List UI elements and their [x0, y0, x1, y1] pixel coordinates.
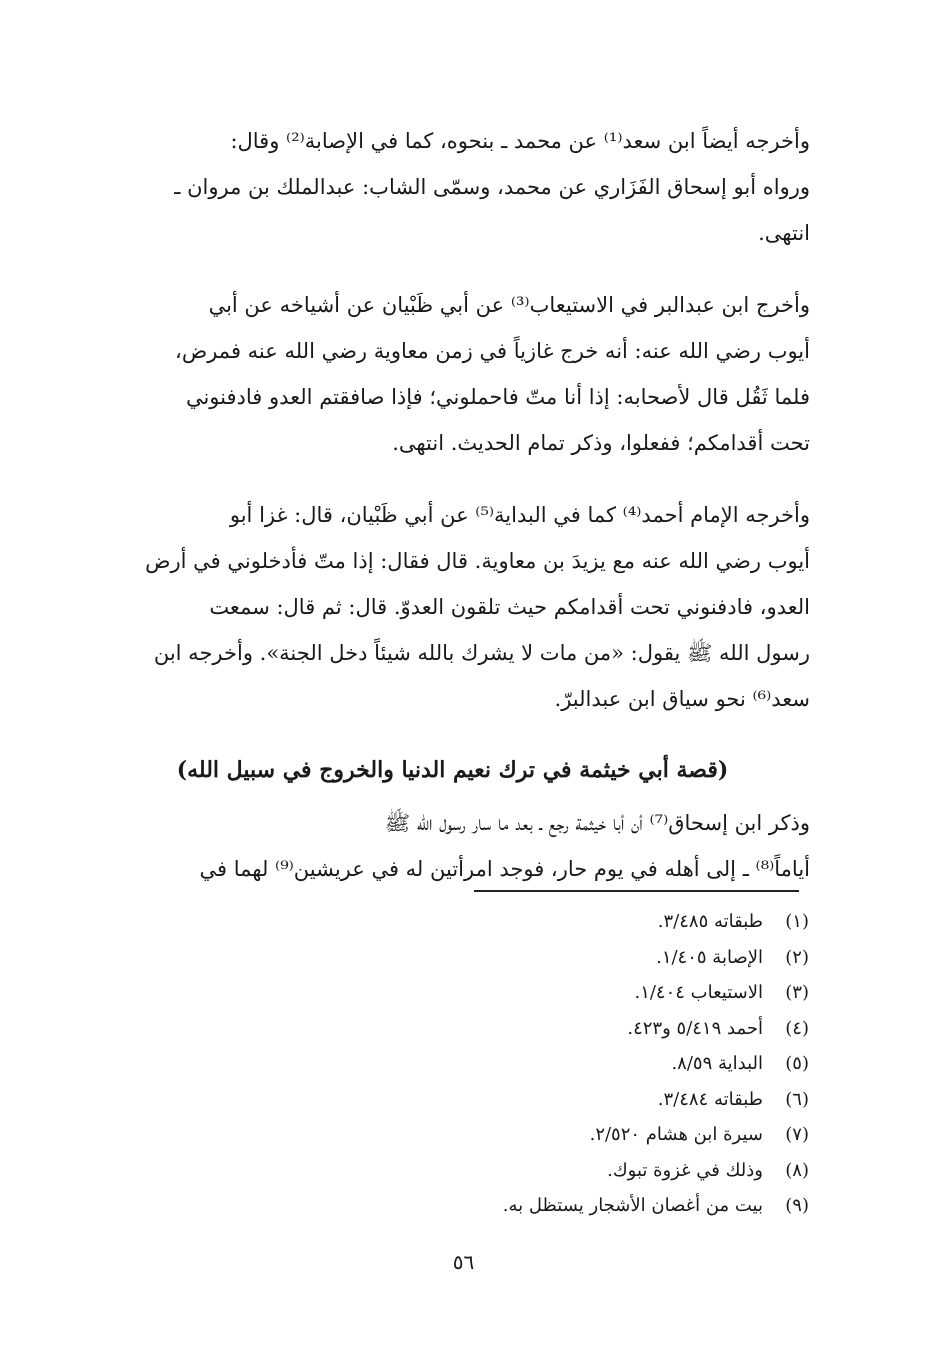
footnote-text: بيت من أغصان الأشجار يستظل به.	[502, 1195, 763, 1216]
footnote-divider	[474, 890, 799, 892]
footnotes-list	[389, 904, 809, 1224]
text-line: وأخرج ابن عبدالبر في الاستيعاب⁽³⁾ عن أبي ظَبْيان عن أشياخه عن أبي	[208, 293, 810, 317]
footnote-item	[389, 1082, 809, 1118]
text-line: وأخرجه الإمام أحمد⁽⁴⁾ كما في البداية⁽⁵⁾ عن أبي ظَبْيان، قال: غزا أبو	[229, 503, 810, 527]
footnote-number: (٤)	[785, 1017, 809, 1039]
footnote-item	[389, 1117, 809, 1153]
footnote-number: (٢)	[785, 946, 809, 968]
footnote-number: (٩)	[785, 1195, 809, 1216]
paragraph-3	[95, 492, 810, 722]
section-heading: (قصة أبي خيثمة في ترك نعيم الدنيا والخروج في سبيل الله)	[176, 757, 729, 783]
footnote-item	[389, 904, 809, 940]
footnote-text: الإصابة ١/٤٠٥.	[656, 946, 763, 968]
footnote-number: (٥)	[785, 1053, 809, 1074]
footnote-number: (٨)	[785, 1159, 809, 1181]
footnote-text: سيرة ابن هشام ٢/٥٢٠.	[589, 1124, 763, 1145]
text-line: العدو، فادفنوني تحت أقدامكم حيث تلقون العدوّ. قال: ثم قال: سمعت	[209, 595, 810, 619]
footnote-text: الاستيعاب ١/٤٠٤.	[634, 982, 763, 1003]
text-line: أيوب رضي الله عنه مع يزيدَ بن معاوية. قال فقال: إذا متّ فأدخلوني في أرض	[145, 549, 810, 573]
text-line: تحت أقدامكم؛ ففعلوا، وذكر تمام الحديث. انتهى.	[392, 431, 810, 455]
footnote-number: (١)	[785, 911, 809, 932]
text-line: ورواه أبو إسحاق الفَزَاري عن محمد، وسمّى الشاب: عبدالملك بن مروان ـ	[174, 175, 810, 199]
footnote-item	[389, 940, 809, 976]
footnote-item	[389, 975, 809, 1011]
text-line: أيوب رضي الله عنه: أنه خرج غازياً في زمن معاوية رضي الله عنه فمرض،	[175, 339, 810, 363]
text-line: أياماً⁽⁸⁾ ـ إلى أهله في يوم حار، فوجد امرأتين له في عريشين⁽⁹⁾ لهما في	[199, 857, 810, 881]
paragraph-4	[95, 800, 810, 892]
text-line: وذكر ابن إسحاق⁽⁷⁾ أن أبا خيثمة رجع ـ بعد ما سار رسول الله ﷺ	[384, 811, 810, 835]
footnote-text: أحمد ٥/٤١٩ و٤٢٣.	[627, 1017, 763, 1039]
text-line: فلما ثَقُل قال لأصحابه: إذا أنا متّ فاحملوني؛ فإذا صافقتم العدو فادفنوني	[185, 385, 810, 409]
page-body	[95, 118, 810, 918]
text-line: رسول الله ﷺ يقول: «من مات لا يشرك بالله شيئاً دخل الجنة». وأخرجه ابن	[153, 641, 810, 665]
footnote-text: طبقاته ٣/٤٨٥.	[657, 911, 763, 932]
footnote-number: (٦)	[785, 1088, 809, 1110]
footnote-item	[389, 1188, 809, 1224]
text-line: وأخرجه أيضاً ابن سعد⁽¹⁾ عن محمد ـ بنحوه، كما في الإصابة⁽²⁾ وقال:	[230, 129, 810, 153]
page-number: ٥٦	[452, 1250, 475, 1274]
paragraph-2	[95, 282, 810, 466]
footnote-item	[389, 1153, 809, 1189]
paragraph-1	[95, 118, 810, 256]
footnote-item	[389, 1046, 809, 1082]
text-line: سعد⁽⁶⁾ نحو سياق ابن عبدالبرّ.	[554, 687, 810, 711]
footnote-number: (٧)	[785, 1124, 809, 1145]
footnote-text: البداية ٨/٥٩.	[671, 1053, 763, 1074]
footnote-number: (٣)	[785, 982, 809, 1003]
text-line: انتهى.	[758, 221, 810, 245]
footnote-text: طبقاته ٣/٤٨٤.	[657, 1088, 763, 1110]
footnote-item	[389, 1011, 809, 1047]
footnote-text: وذلك في غزوة تبوك.	[607, 1159, 763, 1181]
